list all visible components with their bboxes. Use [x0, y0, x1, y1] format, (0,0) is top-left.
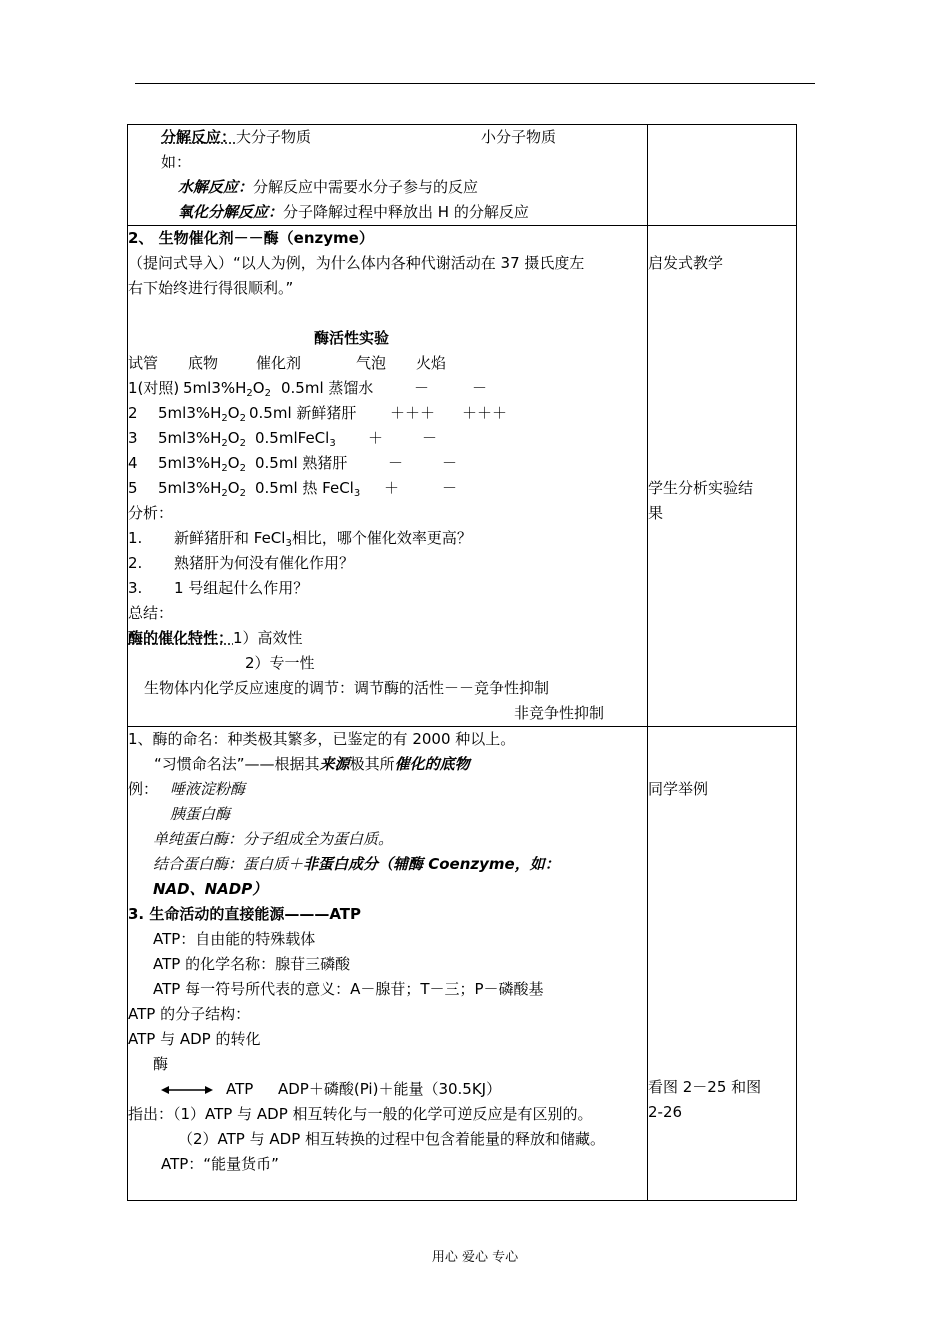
catalyst-cell: 0.5ml 新鲜猪肝 — [249, 404, 357, 422]
catalyst-cell: 0.5mlFeCl$_3$ — [255, 429, 336, 449]
conjugated-enzyme-cont: NAD、NADP） — [153, 880, 268, 898]
section-heading: 2、 生物催化剂－－酶（enzyme） — [128, 229, 374, 247]
flame-cell: － — [472, 379, 488, 397]
header-tube: 试管 — [128, 354, 159, 372]
table-row — [128, 727, 797, 1201]
side-note: 同学举例 — [648, 780, 709, 798]
flame-cell: － — [422, 429, 438, 447]
conjugated-enzyme: 结合蛋白酶：蛋白质＋非蛋白成分（辅酶 Coenzyme，如： — [153, 855, 560, 873]
example-line: 胰蛋白酶 — [170, 805, 231, 823]
header-bubble: 气泡 — [356, 354, 387, 372]
double-arrow-icon — [161, 1085, 213, 1095]
experiment-row — [128, 401, 647, 426]
content-cell — [128, 727, 648, 1201]
header-catalyst: 催化剂 — [256, 354, 302, 372]
property-line: 2）专一性 — [245, 654, 315, 672]
bubble-cell: － — [388, 454, 404, 472]
equation-rhs: ADP＋磷酸(Pi)＋能量（30.5KJ） — [278, 1080, 502, 1098]
content-cell — [128, 226, 648, 727]
side-note: 果 — [648, 504, 664, 522]
tube-cell: 1(对照) — [128, 379, 180, 397]
regulation-line: 生物体内化学反应速度的调节：调节酶的活性－－竞争性抑制 — [144, 679, 550, 697]
analysis-label: 分析： — [128, 504, 174, 522]
table-row — [128, 226, 797, 727]
atp-line: ATP 的化学名称：腺苷三磷酸 — [153, 955, 351, 973]
hydrolysis-text: 分解反应中需要水分子参与的反应 — [253, 178, 479, 196]
content-cell — [128, 125, 648, 226]
substrate-cell: $5ml3\%H_2O_2$ — [158, 429, 246, 449]
enzyme-label: 酶 — [153, 1055, 169, 1073]
tube-cell: 2 — [128, 404, 138, 422]
header-flame: 火焰 — [416, 354, 447, 372]
decomp-from: 大分子物质 — [236, 128, 312, 146]
atp-conversion: ATP 与 ADP 的转化 — [128, 1030, 261, 1048]
simple-enzyme: 单纯蛋白酶：分子组成全为蛋白质。 — [153, 830, 394, 848]
decomp-label: 分解反应： — [161, 128, 237, 146]
oxidation-text: 分子降解过程中释放出 H 的分解反应 — [283, 203, 529, 221]
hydrolysis-label: 水解反应： — [178, 178, 254, 196]
point-line: （2）ATP 与 ADP 相互转换的过程中包含着能量的释放和储藏。 — [178, 1130, 606, 1148]
tube-cell: 3 — [128, 429, 138, 447]
experiment-row — [128, 426, 647, 451]
question-2: 2. 熟猪肝为何没有催化作用？ — [128, 554, 355, 572]
experiment-row — [128, 376, 647, 401]
catalyst-cell: 0.5ml 热 FeCl$_3$ — [255, 479, 361, 499]
intro-line: 右下始终进行得很顺利。” — [128, 279, 294, 297]
substrate-cell: $5ml3\%H_2O_2$ — [183, 379, 271, 399]
eg-label: 如： — [161, 153, 192, 171]
side-cell — [648, 125, 797, 226]
catalyst-cell: 0.5ml 蒸馏水 — [281, 379, 374, 397]
intro-line: （提问式导入）“以人为例，为什么体内各种代谢活动在 37 摄氏度左 — [128, 254, 585, 272]
side-note: 2-26 — [648, 1103, 683, 1121]
side-cell — [648, 226, 797, 727]
currency-line: ATP：“能量货币” — [161, 1155, 279, 1173]
experiment-title: 酶活性实验 — [314, 329, 390, 347]
bubble-cell: ＋ — [384, 479, 400, 497]
naming-line: 1、酶的命名：种类极其繁多，已鉴定的有 2000 种以上。 — [128, 730, 516, 748]
lesson-table — [127, 124, 797, 1201]
atp-line: ATP 每一符号所代表的意义：A－腺苷；T－三；P－磷酸基 — [153, 980, 544, 998]
table-row — [128, 125, 797, 226]
experiment-row — [128, 451, 647, 476]
property-line: 酶的催化特性：1）高效性 — [128, 629, 303, 647]
flame-cell: ＋＋＋ — [462, 404, 508, 422]
question-3: 3. 1 号组起什么作用？ — [128, 579, 309, 597]
side-note: 学生分析实验结 — [648, 479, 754, 497]
tube-cell: 5 — [128, 479, 138, 497]
header-substrate: 底物 — [188, 354, 219, 372]
summary-label: 总结： — [128, 604, 174, 622]
bubble-cell: － — [414, 379, 430, 397]
flame-cell: － — [442, 479, 458, 497]
equation-line — [128, 1077, 647, 1102]
header-rule — [135, 83, 815, 84]
substrate-cell: $5ml3\%H_2O_2$ — [158, 454, 246, 474]
experiment-header — [128, 351, 647, 376]
side-note: 看图 2－25 和图 — [648, 1078, 762, 1096]
tube-cell: 4 — [128, 454, 138, 472]
substrate-cell: $5ml3\%H_2O_2$ — [158, 404, 246, 424]
point-line: 指出：（1）ATP 与 ADP 相互转化与一般的化学可逆反应是有区别的。 — [128, 1105, 593, 1123]
equation-atp: ATP — [226, 1080, 254, 1098]
flame-cell: － — [442, 454, 458, 472]
decomp-to: 小分子物质 — [481, 128, 557, 146]
bubble-cell: ＋＋＋ — [390, 404, 436, 422]
atp-structure: ATP 的分子结构： — [128, 1005, 251, 1023]
regulation-line: 非竞争性抑制 — [514, 704, 605, 722]
catalyst-cell: 0.5ml 熟猪肝 — [255, 454, 348, 472]
atp-heading: 3. 生命活动的直接能源———ATP — [128, 905, 362, 923]
question-1: 1. 新鲜猪肝和 FeCl$_3$相比，哪个催化效率更高？ — [128, 529, 472, 549]
page-footer: 用心 爱心 专心 — [431, 1250, 519, 1265]
substrate-cell: $5ml3\%H_2O_2$ — [158, 479, 246, 499]
side-cell — [648, 727, 797, 1201]
side-note: 启发式教学 — [648, 254, 724, 272]
atp-line: ATP：自由能的特殊载体 — [153, 930, 316, 948]
custom-naming-line: “习惯命名法”——根据其来源极其所催化的底物 — [154, 755, 470, 773]
bubble-cell: ＋ — [368, 429, 384, 447]
oxidation-label: 氧化分解反应： — [178, 203, 284, 221]
experiment-row — [128, 476, 647, 501]
example-line: 例： 唾液淀粉酶 — [128, 780, 246, 798]
